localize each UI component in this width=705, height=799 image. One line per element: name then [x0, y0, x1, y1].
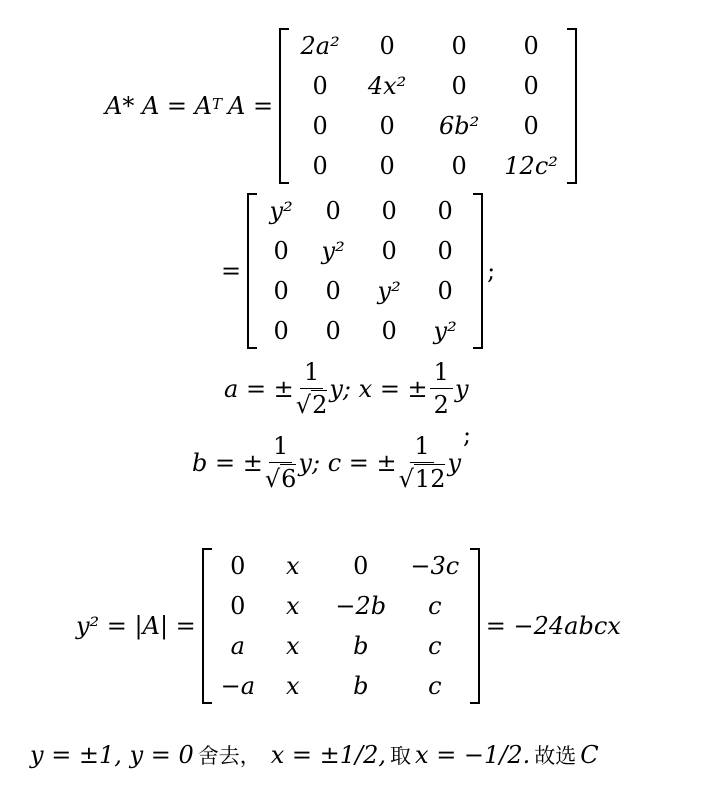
eq2-matrix-cell: 0 [273, 237, 289, 265]
eq4-frac1-num: 1 [269, 432, 292, 463]
equation-5 [70, 548, 627, 704]
eq3-frac1-den: √2 [295, 391, 328, 419]
eq1-lhs: A* A = A [105, 92, 212, 120]
eq4-part1-after: y; c = ± [298, 448, 397, 477]
eq5-matrix-cell: x [286, 552, 300, 580]
conclusion-cjk2: 取 [390, 744, 412, 768]
eq4-part1-var: b = ± [192, 448, 263, 477]
eq3-part1-var: a = ± [224, 374, 294, 403]
eq2-matrix-cell: y² [433, 317, 457, 345]
eq5-matrix-cell: c [428, 592, 442, 620]
eq5-matrix-cell: c [428, 672, 442, 700]
eq2-matrix-cell: 0 [437, 197, 453, 225]
eq4-fraction-1 [265, 432, 297, 493]
equation-4 [192, 420, 472, 493]
eq1-matrix-cell: 0 [451, 152, 467, 180]
eq1-matrix-cell: 0 [312, 112, 328, 140]
eq5-matrix-cell: −3c [410, 552, 460, 580]
eq2-matrix-cell: 0 [325, 277, 341, 305]
eq5-matrix-cell: 0 [353, 552, 369, 580]
eq2-semicolon: ; [487, 257, 496, 285]
eq2-matrix-cell: y² [377, 277, 401, 305]
eq5-rhs: = −24abcx [485, 612, 621, 640]
eq2-matrix-cell: 0 [325, 197, 341, 225]
eq2-matrix-cell: 0 [325, 317, 341, 345]
eq3-fraction-2 [430, 358, 453, 419]
eq3-frac2-den: 2 [433, 391, 449, 419]
eq5-lhs: y² = |A| = [76, 612, 196, 640]
eq1-matrix-cell: 2a² [300, 32, 340, 60]
equation-3 [224, 358, 469, 419]
equation-2 [215, 193, 495, 349]
matrix-2 [247, 193, 483, 349]
eq4-fraction-2 [399, 432, 446, 493]
eq3-part1-after: y; x = ± [329, 374, 428, 403]
eq1-matrix-cell: 12c² [504, 152, 558, 180]
eq5-matrix-cell: 0 [230, 592, 246, 620]
conclusion-part2: x = ±1/2, [270, 741, 387, 769]
eq4-frac1-den: √6 [264, 465, 297, 493]
eq1-matrix-cell: 0 [312, 72, 328, 100]
eq4-frac2-num: 1 [410, 432, 433, 463]
eq1-matrix-cell: 0 [379, 112, 395, 140]
eq5-matrix-cell: b [353, 632, 369, 660]
eq3-frac1-radicand: 2 [312, 391, 328, 419]
eq1-matrix-cell: 0 [523, 32, 539, 60]
eq2-matrix-cell: 0 [437, 237, 453, 265]
eq1-matrix-cell: 0 [523, 72, 539, 100]
eq5-matrix-cell: x [286, 632, 300, 660]
eq2-matrix-cell: 0 [381, 317, 397, 345]
eq1-matrix-cell: 6b² [438, 112, 480, 140]
eq4-frac1-radicand: 6 [281, 465, 297, 493]
matrix-5 [202, 548, 480, 704]
conclusion-cjk3: 故选 [534, 744, 577, 768]
eq1-matrix-cell: 0 [451, 32, 467, 60]
eq2-matrix-cell: 0 [273, 277, 289, 305]
eq5-matrix-cell: x [286, 672, 300, 700]
conclusion-part1: y = ±1, y = 0 [30, 741, 194, 769]
eq1-matrix-cell: 4x² [367, 72, 407, 100]
matrix-1 [279, 28, 577, 184]
conclusion-part3: x = −1/2. [415, 741, 531, 769]
eq2-matrix-cell: 0 [381, 197, 397, 225]
eq1-matrix-cell: 0 [312, 152, 328, 180]
eq5-matrix-cell: b [353, 672, 369, 700]
eq4-semicolon: ; [463, 420, 472, 449]
eq5-matrix-cell: a [230, 632, 245, 660]
eq4-frac2-radicand: 12 [414, 465, 446, 493]
eq2-matrix-cell: 0 [437, 277, 453, 305]
eq3-frac1-num: 1 [300, 358, 323, 389]
eq2-lhs: = [221, 257, 242, 285]
eq3-fraction-1 [296, 358, 328, 419]
eq5-matrix-cell: x [286, 592, 300, 620]
eq1-matrix-cell: 0 [451, 72, 467, 100]
equation-1: A* A = A $^T$ A = 2a² 0 0 0 0 4x² 0 0 0 0 6b² 0 0 0 0 12c² [105, 28, 577, 184]
eq1-matrix-cell: 0 [379, 152, 395, 180]
eq2-matrix-cell: 0 [381, 237, 397, 265]
eq4-part2-after: y [447, 448, 462, 477]
eq5-matrix-cell: −2b [335, 592, 387, 620]
eq5-matrix-cell: c [428, 632, 442, 660]
eq2-matrix-cell: 0 [273, 317, 289, 345]
eq2-matrix-cell: y² [321, 237, 345, 265]
conclusion-line [30, 740, 599, 770]
eq4-frac2-den: √12 [398, 465, 446, 493]
eq5-matrix-cell: 0 [230, 552, 246, 580]
conclusion-cjk1: 舍去， [197, 744, 261, 768]
eq3-part2-after: y [454, 374, 469, 403]
eq1-matrix-cell: 0 [523, 112, 539, 140]
eq3-frac2-num: 1 [430, 358, 453, 389]
conclusion-part4: C [580, 741, 599, 769]
eq5-matrix-cell: −a [220, 672, 255, 700]
eq1-matrix-cell: 0 [379, 32, 395, 60]
eq1-lhs-tail: A = [228, 92, 274, 120]
eq2-matrix-cell: y² [269, 197, 293, 225]
